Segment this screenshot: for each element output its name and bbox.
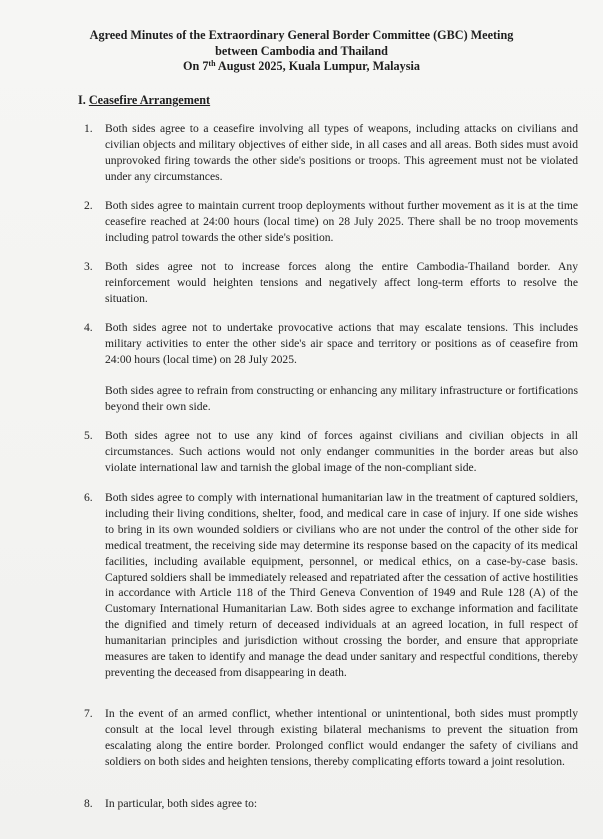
title-date-prefix: On 7 bbox=[183, 59, 209, 73]
agreement-item-1 bbox=[84, 121, 578, 185]
agreement-item-6 bbox=[84, 490, 578, 681]
item-number: 7. bbox=[84, 707, 93, 720]
item-number: 6. bbox=[84, 491, 93, 504]
item-number: 2. bbox=[84, 199, 93, 212]
item-text: Both sides agree to a ceasefire involving all types of weapons, including attacks on civilians and civilian objects and military objectives of either side, in all cases and all areas. Both sides must avoid unprovoked firing towards the other side's positions or troops. This agreement must not be violated under any circumstances. bbox=[105, 122, 578, 183]
title-date-ordinal: th bbox=[208, 59, 216, 68]
item-number: 4. bbox=[84, 321, 93, 334]
item-text: In the event of an armed conflict, whether intentional or unintentional, both sides must promptly consult at the local level through existing bilateral mechanisms to prevent the situation from escalating along the entire border. Prolonged conflict would endanger the safety of civilians and soldiers on both sides and heighten tensions, thereby complicating efforts toward a joint resolution. bbox=[105, 707, 578, 768]
agreement-item-7 bbox=[84, 706, 578, 770]
item-text: Both sides agree to maintain current troop deployments without further movement as it is at the time ceasefire reached at 24:00 hours (local time) on 28 July 2025. There shall be no troop movements including patrol towards the other side's position. bbox=[105, 199, 578, 244]
item-text: Both sides agree not to undertake provocative actions that may escalate tensions. This includes military activities to enter the other side's air space and territory or positions as of ceasefire from 24:00 hours (local time) on 28 July 2025. bbox=[105, 321, 578, 366]
item-number: 3. bbox=[84, 260, 93, 273]
agreement-item-2 bbox=[84, 198, 578, 246]
title-line-1: Agreed Minutes of the Extraordinary General Border Committee (GBC) Meeting bbox=[89, 28, 514, 42]
agreement-item-4 bbox=[84, 320, 578, 415]
item-text: Both sides agree to comply with international humanitarian law in the treatment of captured soldiers, including their living conditions, shelter, food, and medical care in case of injury. If one side wishes to bring in its own wounded soldiers or civilians who are not under the control of the other side for medical treatment, the receiving side may determine its response based on the capacity of its medical facilities, including available equipment, personnel, or medical ethics, on a case-by-case basis. Captured soldiers shall be immediately released and repatriated after the cessation of active hostilities in accordance with Article 118 of the Third Geneva Convention of 1949 and Rule 128 (A) of the Customary International Humanitarian Law. Both sides agree to exchange information and facilitate the dignified and timely return of deceased individuals at an agreed location, in full respect of humanitarian principles and jurisdiction without crossing the border, and ensure that appropriate measures are taken to identify and manage the dead under sanitary and respectful conditions, thereby preventing the deceased from disappearing in death. bbox=[105, 491, 578, 679]
title-date-suffix: August 2025, Kuala Lumpur, Malaysia bbox=[215, 59, 420, 73]
agreement-item-3 bbox=[84, 259, 578, 307]
section-heading bbox=[78, 93, 210, 108]
item-text: Both sides agree not to increase forces along the entire Cambodia-Thailand border. Any reinforcement would heighten tensions and negatively affect long-term efforts to resolve the situation. bbox=[105, 260, 578, 305]
agreement-item-5 bbox=[84, 428, 578, 476]
item-text: In particular, both sides agree to: bbox=[105, 797, 258, 810]
section-number: I. bbox=[78, 93, 86, 107]
item-text: Both sides agree not to use any kind of forces against civilians and civilian objects in all circumstances. Such actions would not only endanger communities in the border areas but also violate international law and tarnish the global image of the non-compliant side. bbox=[105, 429, 578, 474]
document-title bbox=[0, 28, 603, 75]
title-line-3 bbox=[0, 59, 603, 75]
item-number: 1. bbox=[84, 122, 93, 135]
item-text-second-paragraph: Both sides agree to refrain from constructing or enhancing any military infrastructure or fortifications beyond their own side. bbox=[105, 383, 578, 413]
agreement-item-8 bbox=[84, 796, 578, 812]
title-line-2: between Cambodia and Thailand bbox=[215, 43, 388, 58]
section-title: Ceasefire Arrangement bbox=[88, 93, 211, 107]
item-number: 8. bbox=[84, 797, 93, 810]
item-number: 5. bbox=[84, 429, 93, 442]
